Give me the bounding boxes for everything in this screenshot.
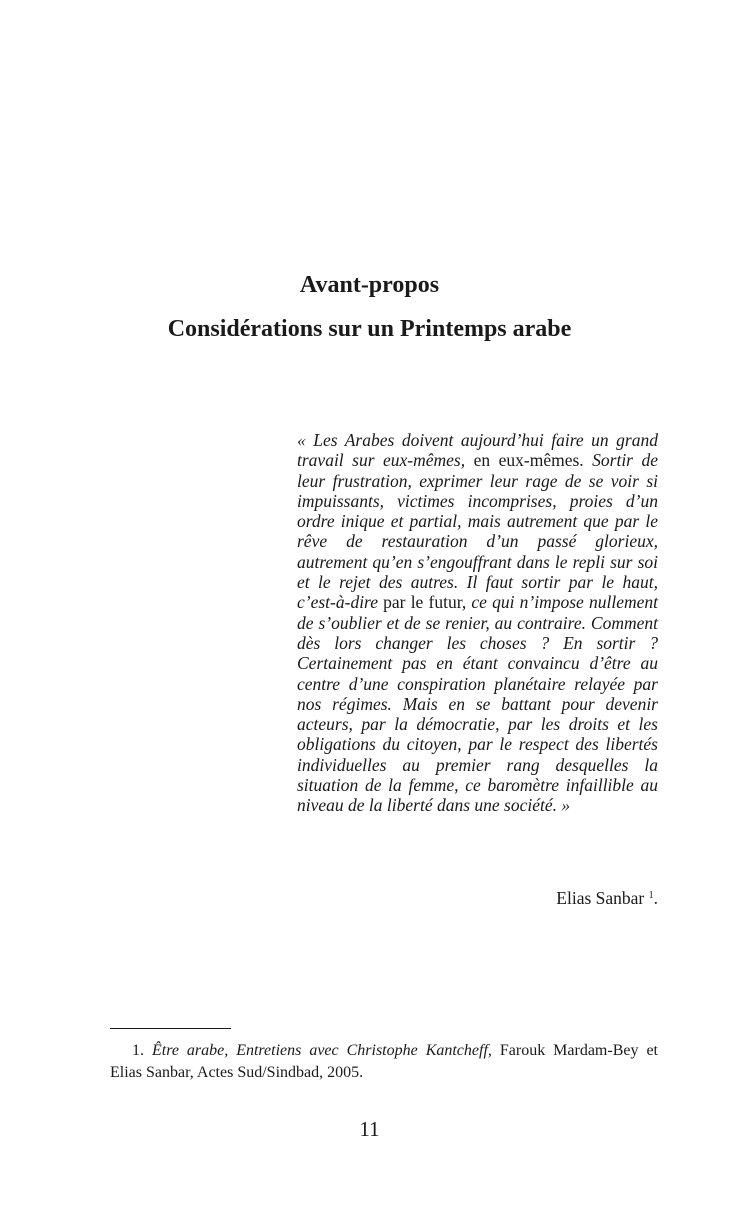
chapter-title: Avant-propos — [299, 272, 440, 298]
epigraph-attribution — [556, 885, 658, 909]
epigraph-text-2: en eux-mêmes. — [465, 450, 593, 471]
epigraph-text-1: « Les Arabes doivent aujourd’hui faire un grand travail sur eux-mêmes, — [297, 430, 658, 471]
epigraph-text-3: Sortir de leur frustration, exprimer leur rage de se voir si impuissants, victimes incomprises, proies d’un ordre inique et partial, mais autrement que par le rêve de restauration d’un passé glorieux, autrement qu’en s’engouffrant dans le repli sur soi et le rejet des autres. Il faut sortir par le haut, c’est-à-dire — [297, 450, 658, 613]
chapter-subtitle: Considérations sur un Printemps arabe — [167, 316, 572, 342]
epigraph-quote — [297, 430, 658, 816]
footnote-book-title: Être arabe, Entretiens avec Christophe Kantcheff, — [151, 1042, 492, 1059]
footnote-reference[interactable]: 1 — [648, 890, 654, 901]
footnote — [110, 1040, 658, 1084]
footnote-number: 1. — [132, 1042, 152, 1059]
footnote-details: Farouk Mardam-Bey et Elias Sanbar, Actes Sud/Sindbad, 2005. — [110, 1042, 658, 1081]
epigraph-text-4: par le futur, — [377, 592, 472, 613]
attribution-period: . — [653, 888, 658, 908]
epigraph-text-5: ce qui n’impose nullement de s’oublier et de se renier, au contraire. Comment dès lors changer les choses ? En sortir ? Certainement pas en étant convaincu d’être au centre d’une conspiration planétaire relayée par nos régimes. Mais en se battant pour devenir acteurs, par la démocratie, par les droits et les obligations du citoyen, par le respect des libertés individuelles au premier rang desquelles la situation de la femme, ce baromètre infaillible au niveau de la liberté dans une société. » — [297, 592, 659, 816]
footnote-separator — [110, 1028, 231, 1029]
attribution-author: Elias Sanbar — [556, 888, 645, 908]
page-number: 11 — [359, 1117, 380, 1141]
